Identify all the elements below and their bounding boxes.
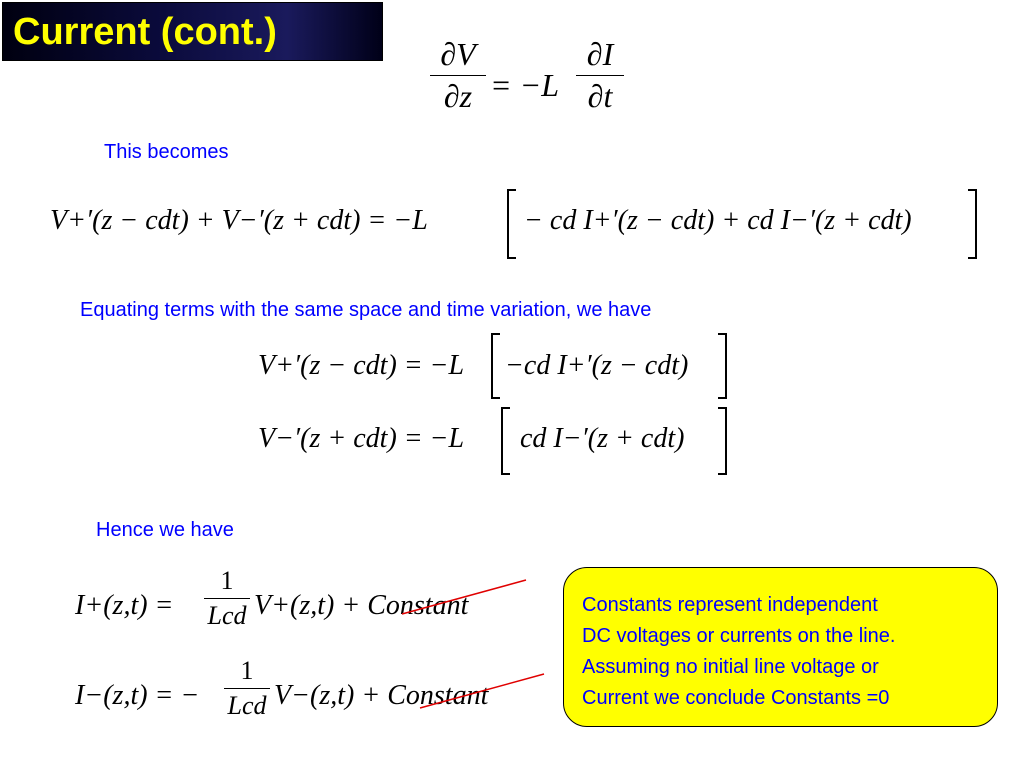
note-line: Current we conclude Constants =0 bbox=[582, 687, 890, 709]
lhs-numerator: ∂V bbox=[440, 36, 476, 72]
equation-minus-bracket-content: cd I−′(z + cdt) bbox=[520, 423, 685, 454]
slide-title: Current (cont.) bbox=[13, 11, 277, 53]
note-line: DC voltages or currents on the line. bbox=[582, 625, 896, 647]
current-plus-lhs: I+(z,t) = bbox=[75, 590, 174, 621]
current-minus-denominator: Lcd bbox=[227, 691, 267, 720]
current-minus-lhs: I−(z,t) = − bbox=[75, 680, 200, 711]
note-text bbox=[582, 590, 896, 714]
equals-minus-l: = −L bbox=[490, 67, 559, 103]
rhs-numerator: ∂I bbox=[586, 36, 614, 72]
hence-text: Hence we have bbox=[96, 519, 234, 541]
equation-plus-bracket-content: −cd I+′(z − cdt) bbox=[505, 350, 689, 381]
current-minus-numerator: 1 bbox=[240, 656, 254, 685]
current-minus-rhs: V−(z,t) + Constant bbox=[274, 680, 489, 711]
current-plus-rhs: V+(z,t) + Constant bbox=[254, 590, 469, 621]
equation-plus-lhs: V+′(z − cdt) = −L bbox=[258, 350, 465, 381]
equating-text: Equating terms with the same space and time variation, we have bbox=[80, 299, 652, 321]
expanded-bracket-content: − cd I+′(z − cdt) + cd I−′(z + cdt) bbox=[524, 205, 912, 236]
rhs-denominator: ∂t bbox=[587, 78, 613, 114]
lhs-denominator: ∂z bbox=[443, 78, 473, 114]
note-line: Constants represent independent bbox=[582, 594, 878, 616]
current-plus-denominator: Lcd bbox=[207, 601, 247, 630]
this-becomes-text: This becomes bbox=[104, 141, 229, 163]
note-line: Assuming no initial line voltage or bbox=[582, 656, 879, 678]
current-plus-numerator: 1 bbox=[220, 566, 234, 595]
equation-minus-lhs: V−′(z + cdt) = −L bbox=[258, 423, 465, 454]
expanded-lhs: V+′(z − cdt) + V−′(z + cdt) = −L bbox=[50, 205, 428, 236]
